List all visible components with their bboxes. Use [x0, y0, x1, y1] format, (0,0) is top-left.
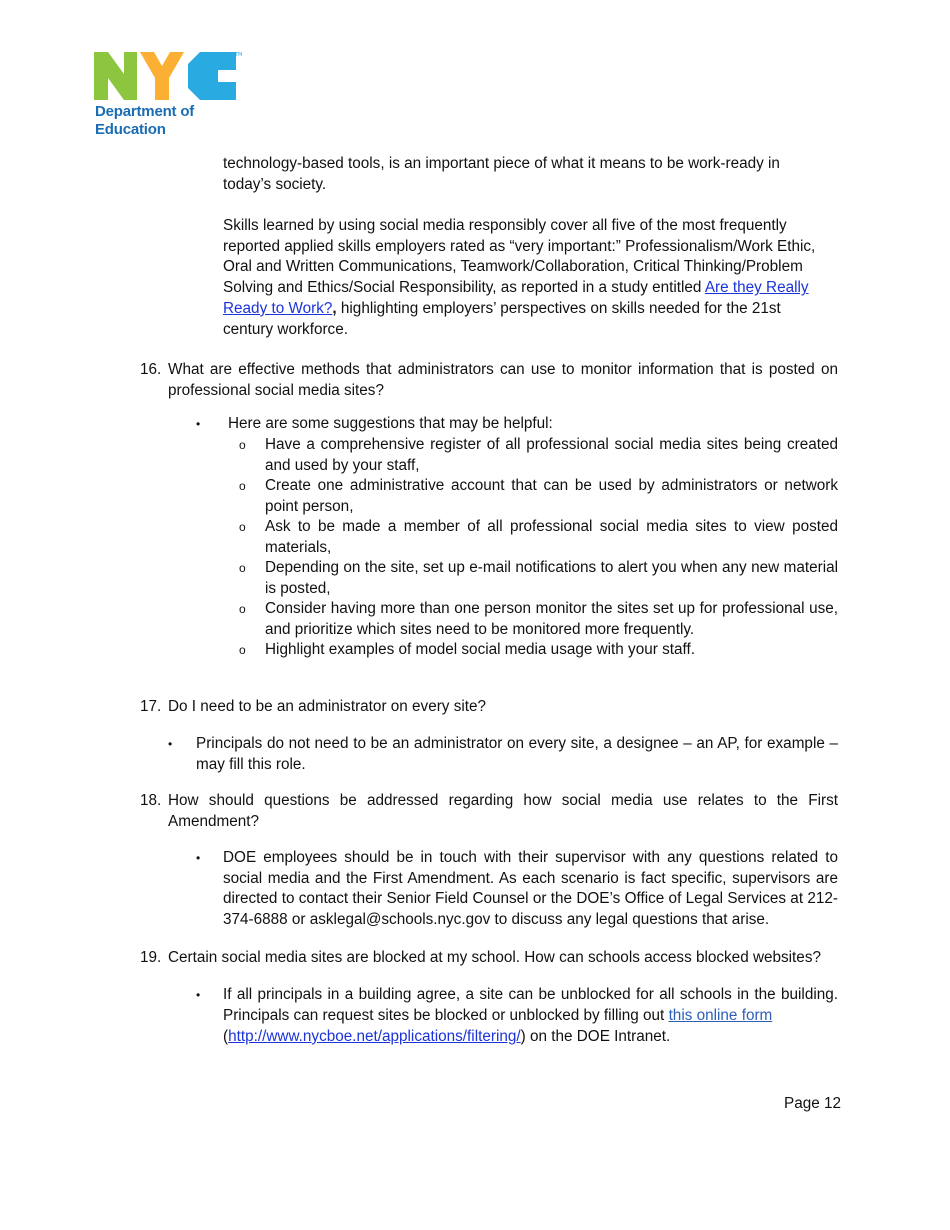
- intro-paragraph-2-tail: highlighting employers’ perspectives on skills needed for the 21st century workforce.: [223, 299, 781, 338]
- org-name-line2: Education: [95, 121, 166, 138]
- online-form-link[interactable]: this online form: [668, 1006, 773, 1024]
- q19-answer-text: If all principals in a building agree, a site can be unblocked for all schools in the building. Principals can request sites be blocked or unblocked by filling out: [223, 986, 838, 1024]
- q16-sub-bullet: o: [239, 479, 246, 493]
- q16-lead: Here are some suggestions that may be helpful:: [228, 415, 553, 432]
- q16-sub-bullet: o: [239, 438, 246, 452]
- q16-item-5: Consider having more than one person monitor the sites set up for professional use, and prioritize which sites need to be monitored more frequently.: [265, 600, 838, 638]
- nyc-logo-icon: [94, 50, 244, 102]
- org-name: [95, 103, 194, 139]
- q16-sub-bullet: o: [239, 602, 246, 616]
- q17-answer: Principals do not need to be an administrator on every site, a designee – an AP, for example – may fill this role.: [196, 735, 838, 773]
- q16-sub-bullet: o: [239, 561, 246, 575]
- q19-answer-line3: [223, 1027, 838, 1048]
- nyc-doe-logo: [94, 50, 244, 140]
- intro-paragraph-2: [223, 216, 827, 340]
- q18-question: How should questions be addressed regarding how social media use relates to the First Amendment?: [168, 792, 838, 830]
- are-they-ready-link[interactable]: Are they Really Ready to Work?: [223, 279, 809, 317]
- q16-question: What are effective methods that administrators can use to monitor information that is posted on professional social media sites?: [168, 361, 838, 399]
- intro-paragraph-2-text: Skills learned by using social media responsibly cover all five of the most frequently reported applied skills employers rated as “very important:” Professionalism/Work Ethic, Oral and Written Communications, Teamwork/Collaboration, Critical Thinking/Problem Solving and Ethics/Social Responsibility, as reported in a study entitled: [223, 217, 816, 297]
- q16-sub-bullet: o: [239, 520, 246, 534]
- q16-item-2: Create one administrative account that can be used by administrators or network point person,: [265, 477, 838, 515]
- comma: ,: [332, 299, 337, 317]
- q17-question: Do I need to be an administrator on every site?: [168, 698, 487, 715]
- q19-number: 19.: [140, 949, 162, 966]
- q16-number: 16.: [140, 361, 162, 378]
- q19-question: Certain social media sites are blocked at my school. How can schools access blocked websites?: [168, 949, 821, 966]
- q17-number: 17.: [140, 698, 162, 715]
- page-number: Page 12: [784, 1095, 841, 1112]
- intro-paragraph-1: technology-based tools, is an important piece of what it means to be work-ready in today’s society.: [223, 155, 780, 193]
- q16-sub-bullet: o: [239, 643, 246, 657]
- svg-text:TM: TM: [235, 52, 243, 58]
- filtering-url-link[interactable]: http://www.nycboe.net/applications/filtering/: [228, 1028, 521, 1045]
- q18-bullet: •: [196, 851, 201, 865]
- q16-item-3: Ask to be made a member of all professional social media sites to view posted materials,: [265, 518, 838, 556]
- q18-number: 18.: [140, 792, 162, 809]
- q16-item-6: Highlight examples of model social media usage with your staff.: [265, 641, 695, 658]
- org-name-line1: Department of: [95, 103, 195, 120]
- q16-bullet: •: [196, 417, 201, 431]
- q16-item-4: Depending on the site, set up e-mail notifications to alert you when any new material is posted,: [265, 559, 838, 597]
- q19-answer-tail: ) on the DOE Intranet.: [520, 1028, 671, 1045]
- q19-answer: [223, 985, 838, 1026]
- q17-bullet: •: [168, 737, 173, 751]
- q19-bullet: •: [196, 988, 201, 1002]
- paren-open: (: [223, 1028, 229, 1045]
- q16-item-1: Have a comprehensive register of all professional social media sites being created and used by your staff,: [265, 436, 838, 474]
- q18-answer: DOE employees should be in touch with their supervisor with any questions related to social media and the First Amendment. As each scenario is fact specific, supervisors are directed to contact their Senior Field Counsel or the DOE’s Office of Legal Services at 212-374-6888 or asklegal@schools.nyc.gov to discuss any legal questions that arise.: [223, 849, 838, 929]
